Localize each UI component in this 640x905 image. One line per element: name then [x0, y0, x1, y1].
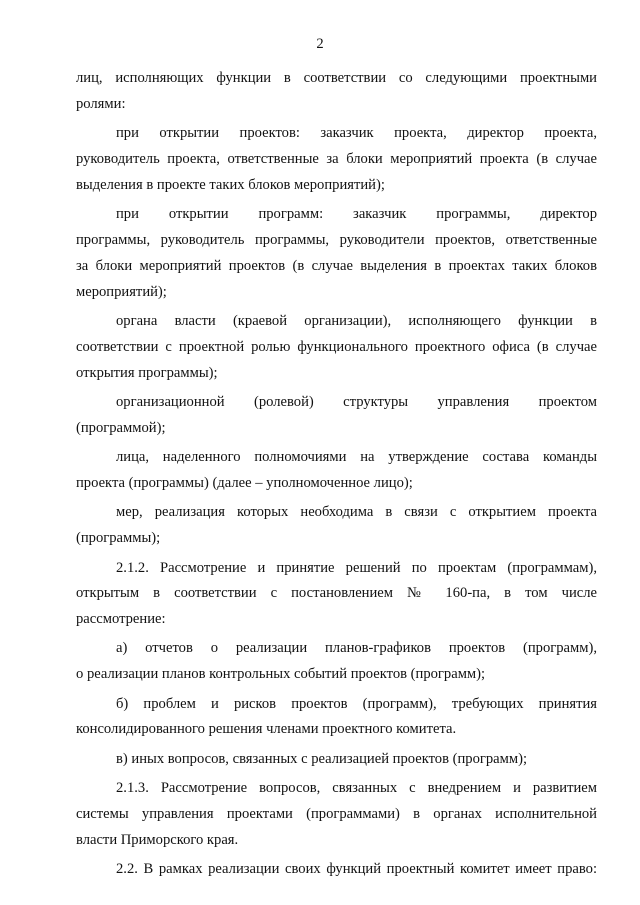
text-line: в) иных вопросов, связанных с реализацией проектов (программ); — [116, 750, 528, 767]
text-line: при открытии программ: заказчик программы, директор — [116, 206, 597, 223]
text-line: выделения в проекте таких блоков мероприятий); — [76, 176, 385, 193]
text-line: 2.1.2. Рассмотрение и принятие решений по проектам (программам), — [116, 559, 597, 576]
text-line: программы, руководитель программы, руководители проектов, ответственные — [76, 231, 597, 248]
text-line: открытия программы); — [76, 364, 218, 381]
text-line: системы управления проектами (программами) в органах исполнительной — [76, 806, 597, 823]
text-line: мер, реализация которых необходима в связи с открытием проекта — [116, 504, 597, 521]
text-line: б) проблем и рисков проектов (программ), требующих принятия — [116, 695, 597, 712]
text-line: 2.1.3. Рассмотрение вопросов, связанных с внедрением и развитием — [116, 780, 597, 797]
text-line: соответствии с проектной ролью функционального проектного офиса (в случае — [76, 338, 597, 355]
document-body — [76, 66, 597, 883]
text-line: за блоки мероприятий проектов (в случае выделения в проектах таких блоков — [76, 257, 597, 274]
text-line: власти Приморского края. — [76, 831, 239, 848]
text-line: о реализации планов контрольных событий проектов (программ); — [76, 666, 486, 683]
text-line: мероприятий); — [76, 283, 167, 300]
text-line: (программой); — [76, 419, 166, 436]
text-line: проекта (программы) (далее – уполномоченное лицо); — [76, 474, 413, 491]
text-line: открытым в соответствии с постановлением № 160-па, в том числе — [76, 585, 597, 602]
text-line: ролями: — [76, 95, 126, 112]
text-line: лица, наделенного полномочиями на утверждение состава команды — [116, 449, 597, 466]
text-line: а) отчетов о реализации планов-графиков проектов (программ), — [116, 640, 597, 657]
text-line: органа власти (краевой организации), исполняющего функции в — [116, 312, 597, 329]
text-line: 2.2. В рамках реализации своих функций проектный комитет имеет право: — [116, 861, 597, 878]
text-line: рассмотрение: — [76, 611, 166, 628]
text-line: лиц, исполняющих функции в соответствии со следующими проектными — [76, 70, 597, 86]
text-line: при открытии проектов: заказчик проекта, директор проекта, — [116, 125, 597, 142]
text-line: организационной (ролевой) структуры управления проектом — [116, 393, 597, 410]
text-line: руководитель проекта, ответственные за блоки мероприятий проекта (в случае — [76, 150, 597, 167]
text-line: (программы); — [76, 530, 161, 547]
text-line: консолидированного решения членами проектного комитета. — [76, 721, 457, 738]
page-number: 2 — [316, 36, 324, 52]
